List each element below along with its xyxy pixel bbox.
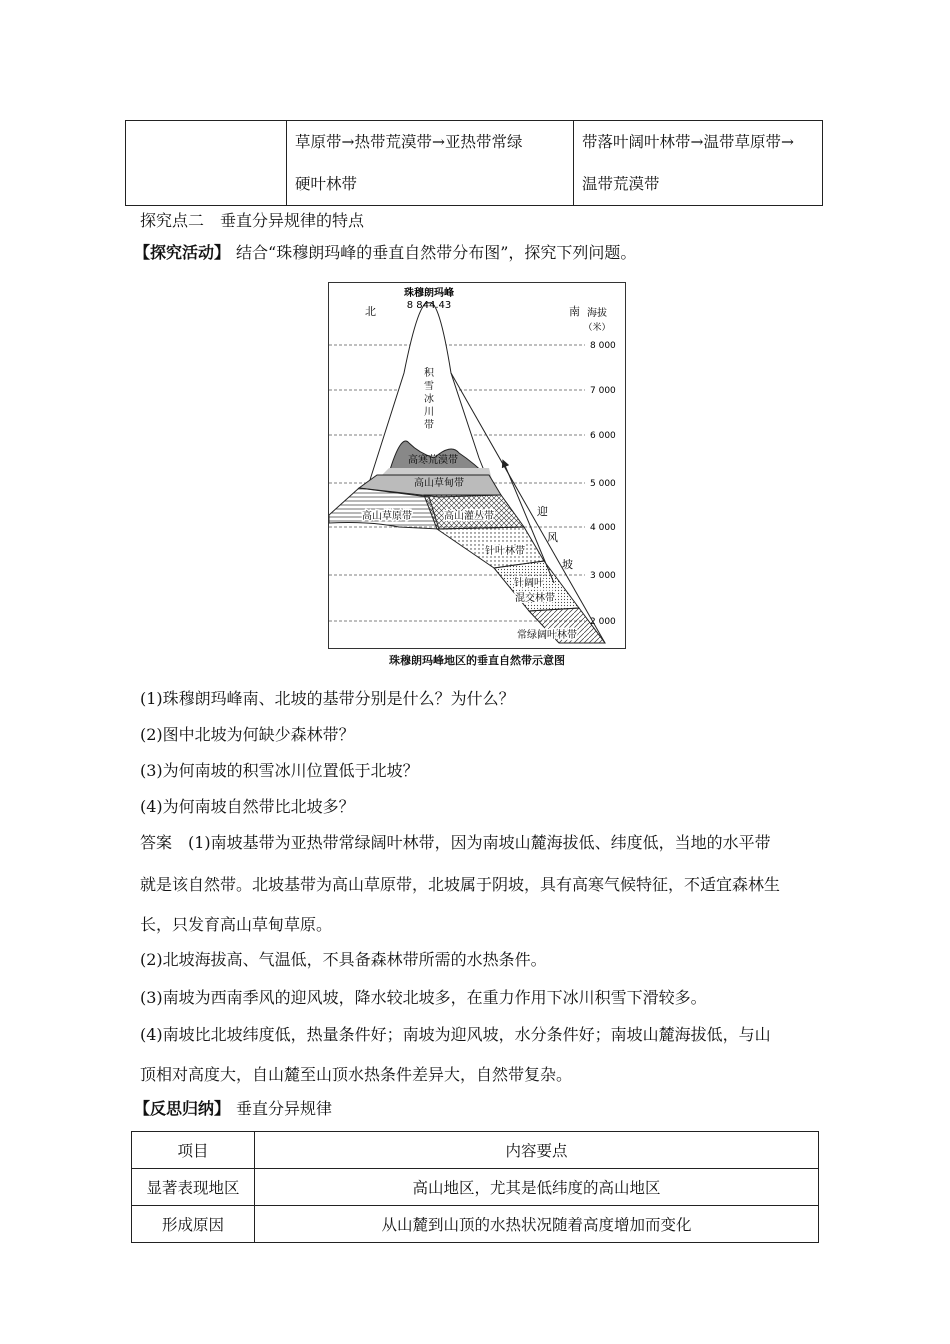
tick-label-7000: 7 000 <box>590 386 616 396</box>
north-label: 北 <box>365 305 376 318</box>
activity-text: 结合“珠穆朗玛峰的垂直自然带分布图”，探究下列问题。 <box>236 243 637 262</box>
mixed-label-2: 混交林带 <box>515 593 555 604</box>
table-row <box>132 1206 819 1243</box>
activity-tag: 【探究活动】 <box>134 243 231 262</box>
snow-label-1: 积 <box>424 368 434 379</box>
table-cell: 显著表现地区 <box>132 1169 255 1206</box>
peak-height: 8 844.43 <box>406 300 452 311</box>
table-cell: 从山麓到山顶的水热状况随着高度增加而变化 <box>255 1206 819 1243</box>
top-table-cell <box>574 121 823 206</box>
question-4: (4)为何南坡自然带比北坡多？ <box>140 797 355 816</box>
cell-text: 温带荒漠带 <box>582 175 660 193</box>
answer-line-6: (4)南坡比北坡纬度低，热量条件好；南坡为迎风坡，水分条件好；南坡山麓海拔低，与山 <box>140 1025 771 1044</box>
snow-label-2: 雪 <box>424 381 434 392</box>
snow-label-3: 冰 <box>424 394 434 405</box>
reflection-text: 垂直分异规律 <box>236 1099 333 1118</box>
conifer-label: 针叶林带 <box>485 546 525 557</box>
alpine-shrub-label: 高山灌丛带 <box>444 511 494 522</box>
answer-line-4: (2)北坡海拔高、气温低，不具备森林带所需的水热条件。 <box>140 950 547 969</box>
answer-line-7: 顶相对高度大，自山麓至山顶水热条件差异大，自然带复杂。 <box>140 1065 573 1084</box>
answer-line-3: 长，只发育高山草甸草原。 <box>140 915 333 934</box>
windward-label-2: 风 <box>547 531 558 544</box>
altitude-unit: （米） <box>583 323 611 333</box>
evergreen-label: 常绿阔叶林带 <box>517 630 577 641</box>
snow-label-4: 川 <box>424 407 434 418</box>
reflection-line <box>134 1096 332 1119</box>
mountain-diagram <box>329 283 625 648</box>
question-1: (1)珠穆朗玛峰南、北坡的基带分别是什么？为什么？ <box>140 689 515 708</box>
table-row <box>132 1169 819 1206</box>
tick-label-4000: 4 000 <box>590 523 616 533</box>
figure-caption: 珠穆朗玛峰地区的垂直自然带示意图 <box>389 654 565 667</box>
table-cell: 形成原因 <box>132 1206 255 1243</box>
top-table-empty-cell <box>126 121 287 206</box>
table-header-row <box>132 1132 819 1169</box>
top-table <box>125 120 823 206</box>
question-3: (3)为何南坡的积雪冰川位置低于北坡？ <box>140 761 419 780</box>
section-title: 探究点二 垂直分异规律的特点 <box>140 211 365 230</box>
question-2: (2)图中北坡为何缺少森林带？ <box>140 725 355 744</box>
altitude-label: 海拔 <box>587 308 607 319</box>
tick-label-5000: 5 000 <box>590 479 616 489</box>
snow-label-5: 带 <box>424 420 434 431</box>
alpine-steppe-label: 高山草原带 <box>362 511 412 522</box>
answer-line-5: (3)南坡为西南季风的迎风坡，降水较北坡多，在重力作用下冰川积雪下滑较多。 <box>140 988 707 1007</box>
alpine-desert-label: 高寒荒漠带 <box>408 455 458 466</box>
tick-label-6000: 6 000 <box>590 431 616 441</box>
cell-text: 草原带→热带荒漠带→亚热带常绿 <box>295 133 523 151</box>
table-cell: 高山地区，尤其是低纬度的高山地区 <box>255 1169 819 1206</box>
windward-label-3: 坡 <box>562 558 573 571</box>
table-header: 项目 <box>132 1132 255 1169</box>
tick-label-2000: 2 000 <box>590 617 616 627</box>
reflection-tag: 【反思归纳】 <box>134 1099 231 1118</box>
cell-text: 硬叶林带 <box>295 175 358 193</box>
activity-line <box>134 240 636 263</box>
tick-label-8000: 8 000 <box>590 341 616 351</box>
answer-line-1: 答案 (1)南坡基带为亚热带常绿阔叶林带，因为南坡山麓海拔低、纬度低，当地的水平带 <box>140 833 771 852</box>
summary-table <box>131 1131 819 1243</box>
vertical-zone-figure <box>328 282 626 649</box>
tick-label-3000: 3 000 <box>590 571 616 581</box>
windward-label-1: 迎 <box>537 505 548 518</box>
peak-name: 珠穆朗玛峰 <box>404 288 454 299</box>
alpine-meadow-label: 高山草甸带 <box>414 478 464 489</box>
top-table-cell <box>287 121 574 206</box>
south-label: 南 <box>569 305 580 318</box>
cell-text: 带落叶阔叶林带→温带草原带→ <box>582 133 794 151</box>
mixed-label-1: 针阔叶 <box>514 578 544 589</box>
answer-line-2: 就是该自然带。北坡基带为高山草原带，北坡属于阴坡，具有高寒气候特征，不适宜森林生 <box>140 875 781 894</box>
table-header: 内容要点 <box>255 1132 819 1169</box>
